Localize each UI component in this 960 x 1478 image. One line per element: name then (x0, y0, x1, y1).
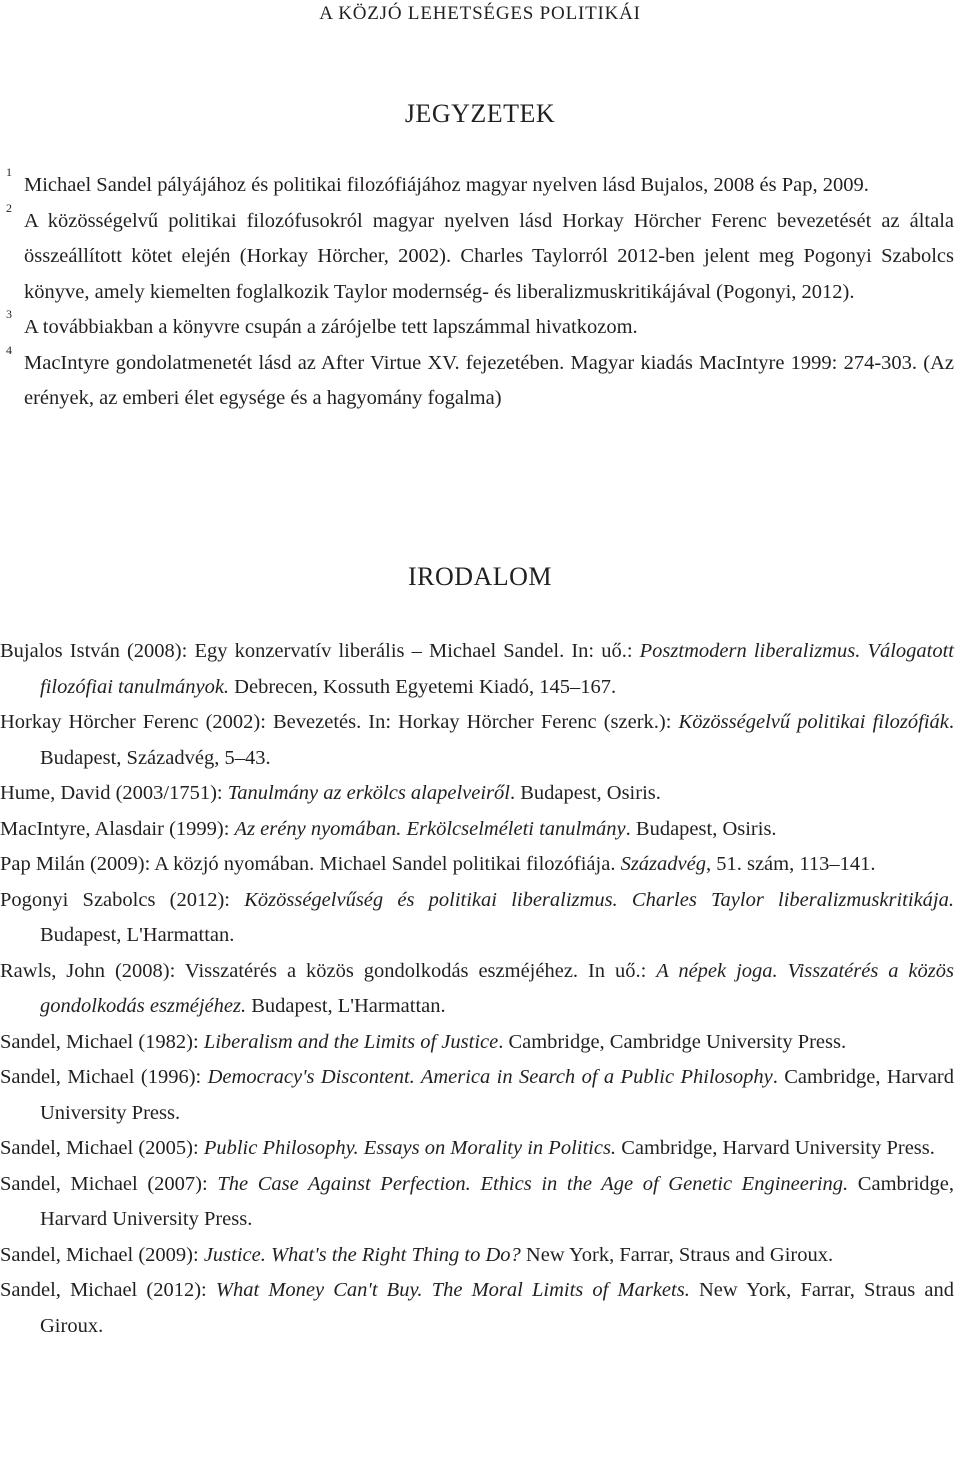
reference-text: Sandel, Michael (1982): (0, 1030, 204, 1053)
reference-title: Közösségelvűség és politikai liberalizmus. Charles Taylor liberalizmuskritikája. (244, 888, 954, 911)
reference-text: New York, Farrar, Straus and Giroux. (40, 1279, 955, 1337)
reference-entry (0, 776, 954, 812)
reference-text: . Budapest, Osiris. (509, 782, 661, 804)
footnote (0, 165, 954, 204)
reference-text: Budapest, L'Harmattan. (246, 995, 446, 1017)
reference-entry (0, 634, 954, 705)
reference-text: . Budapest, Századvég, 5–43. (40, 711, 954, 769)
reference-title: A népek joga. Visszatérés a közös gondolkodás eszméjéhez. (40, 959, 954, 1017)
reference-text: Horkay Hörcher Ferenc (2002): Bevezetés. In: Horkay Hörcher Ferenc (szerk.): (0, 711, 679, 733)
reference-text: Rawls, John (2008): Visszatérés a közös gondolkodás eszméjéhez. In uő.: (0, 959, 657, 982)
reference-title: Liberalism and the Limits of Justice (203, 1030, 499, 1053)
footnote (0, 200, 954, 311)
running-head: A KÖZJÓ LEHETSÉGES POLITIKÁI (319, 3, 641, 24)
reference-text: . Cambridge, Cambridge University Press. (498, 1030, 847, 1053)
footnote-text: MacIntyre gondolatmenetét lásd az After Virtue XV. fejezetében. Magyar kiadás MacIntyre 1999: 274-303. (Az erények, az emberi élet egysége és a hagyomány fogalma) (24, 351, 954, 409)
reference-title: Justice. What's the Right Thing to Do? (203, 1243, 521, 1266)
reference-text: New York, Farrar, Straus and Giroux. (520, 1243, 834, 1266)
references-list (0, 634, 954, 1344)
footnote-text: A közösségelvű politikai filozófusokról magyar nyelven lásd Horkay Hörcher Ferenc bevezetését az általa összeállított kötet elején (Horkay Hörcher, 2002). Charles Taylorról 2012-ben jelent meg Pogonyi Szabolcs könyve, amely kiemelten foglalkozik Taylor modernség- és liberalizmuskritikájával (Pogonyi, 2012). (24, 209, 954, 303)
reference-text: Sandel, Michael (2012): (0, 1279, 216, 1301)
notes-list (0, 165, 954, 417)
footnote-number: 2 (6, 200, 12, 215)
reference-text: Sandel, Michael (2005): (0, 1137, 204, 1159)
reference-entry (0, 1273, 954, 1344)
reference-entry (0, 1131, 954, 1167)
reference-entry (0, 1060, 954, 1131)
footnote-text: A továbbiakban a könyvre csupán a zárójelbe tett lapszámmal hivatkozom. (24, 316, 638, 338)
reference-text: Pap Milán (2009): A közjó nyomában. Michael Sandel politikai filozófiája. (0, 853, 621, 875)
notes-heading: JEGYZETEK (404, 99, 556, 128)
reference-title: Közösségelvű politikai filozófiák (678, 711, 949, 733)
reference-title: The Case Against Perfection. Ethics in the Age of Genetic Engineering. (217, 1172, 849, 1195)
reference-entry (0, 705, 954, 776)
reference-entry (0, 812, 954, 848)
footnote-number: 3 (6, 307, 12, 321)
reference-title: Századvég (620, 853, 706, 875)
footnote-text: Michael Sandel pályájához és politikai filozófiájához magyar nyelven lásd Bujalos, 2008 és Pap, 2009. (24, 174, 869, 196)
reference-title: What Money Can't Buy. The Moral Limits of Markets. (215, 1279, 690, 1301)
reference-text: Sandel, Michael (1996): (0, 1066, 208, 1088)
reference-entry (0, 847, 954, 883)
reference-text: Hume, David (2003/1751): (0, 782, 228, 804)
reference-title: Democracy's Discontent. America in Search of a Public Philosophy (207, 1066, 773, 1088)
reference-text: Sandel, Michael (2007): (0, 1172, 218, 1195)
reference-text: , 51. szám, 113–141. (705, 853, 876, 875)
reference-title: Az erény nyomában. Erkölcselméleti tanulmány (234, 817, 626, 840)
reference-title: Posztmodern liberalizmus. Válogatott filozófiai tanulmányok. (40, 640, 954, 698)
reference-text: Sandel, Michael (2009): (0, 1243, 204, 1266)
reference-text: Debrecen, Kossuth Egyetemi Kiadó, 145–167. (229, 675, 617, 698)
reference-entry (0, 1167, 954, 1238)
reference-text: Budapest, L'Harmattan. (40, 924, 235, 946)
reference-text: . Budapest, Osiris. (625, 817, 777, 840)
footnote-number: 4 (6, 342, 12, 357)
reference-entry (0, 1025, 954, 1061)
reference-text: Bujalos István (2008): Egy konzervatív liberális – Michael Sandel. In: uő.: (0, 640, 640, 662)
reference-text: Cambridge, Harvard University Press. (616, 1137, 935, 1159)
reference-text: MacIntyre, Alasdair (1999): (0, 817, 235, 840)
footnote (0, 307, 954, 346)
reference-entry (0, 1238, 954, 1274)
reference-text: Pogonyi Szabolcs (2012): (0, 888, 245, 911)
reference-title: Public Philosophy. Essays on Morality in Politics. (203, 1137, 617, 1159)
reference-title: Tanulmány az erkölcs alapelveiről (227, 782, 510, 804)
reference-entry (0, 954, 954, 1025)
reference-text: Cambridge, Harvard University Press. (40, 1172, 955, 1230)
reference-entry (0, 883, 954, 954)
reference-text: . Cambridge, Harvard University Press. (40, 1066, 955, 1124)
references-heading: IRODALOM (407, 562, 553, 591)
footnote (0, 342, 954, 417)
footnote-number: 1 (6, 165, 12, 179)
